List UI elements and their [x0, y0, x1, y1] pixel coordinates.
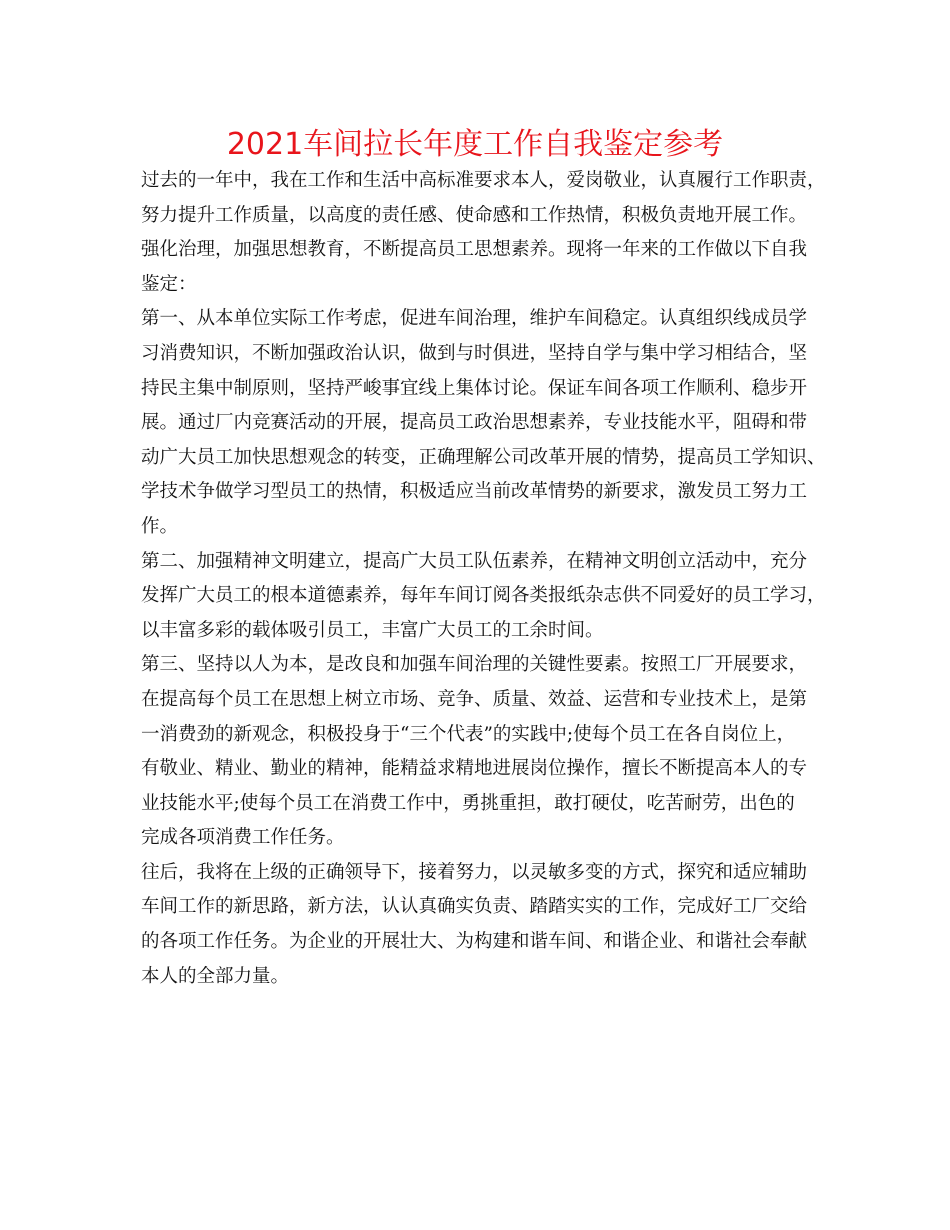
paragraph-first: [141, 302, 826, 544]
text-line: 作。: [141, 515, 179, 537]
text-line: 强化治理，加强思想教育，不断提高员工思想素养。现将一年来的工作做以下自我: [141, 239, 808, 261]
text-line: 鉴定：: [141, 273, 197, 295]
text-line: 以丰富多彩的载体吸引员工，丰富广大员工的工余时间。: [141, 619, 604, 641]
text-line: 努力提升工作质量，以高度的责任感、使命感和工作热情，积极负责地开展工作。: [141, 204, 808, 226]
text-line: 一消费劲的新观念，积极投身于“三个代表”的实践中;使每个员工在各自岗位上，: [141, 723, 796, 745]
text-line: 发挥广大员工的根本道德素养，每年车间订阅各类报纸杂志供不同爱好的员工学习，: [141, 585, 826, 607]
text-line: 的各项工作任务。为企业的开展壮大、为构建和谐车间、和谐企业、和谐社会奉献: [141, 931, 808, 953]
text-line: 持民主集中制原则，坚持严峻事宜线上集体讨论。保证车间各项工作顺利、稳步开: [141, 377, 808, 399]
paragraph-intro: [141, 164, 826, 302]
text-line: 业技能水平;使每个员工在消费工作中，勇挑重担，敢打硬仗，吃苦耐劳，出色的: [141, 792, 795, 814]
text-line: 动广大员工加快思想观念的转变，正确理解公司改革开展的情势，提高员工学知识、: [141, 446, 826, 468]
text-line: 本人的全部力量。: [141, 965, 290, 987]
document-title: 2021车间拉长年度工作自我鉴定参考: [226, 127, 724, 162]
text-line: 展。通过厂内竞赛活动的开展，提高员工政治思想素养，专业技能水平，阻碍和带: [141, 412, 808, 434]
text-line: 习消费知识，不断加强政治认识，做到与时俱进，坚持自学与集中学习相结合，坚: [141, 342, 808, 364]
paragraph-second: [141, 545, 826, 649]
paragraph-closing: [141, 856, 813, 994]
document-body: [141, 164, 826, 994]
text-line: 学技术争做学习型员工的热情，积极适应当前改革情势的新要求，激发员工努力工: [141, 481, 808, 503]
text-line: 第三、坚持以人为本，是改良和加强车间治理的关键性要素。按照工厂开展要求，: [141, 654, 808, 676]
paragraph-third: [141, 648, 813, 856]
text-line: 第一、从本单位实际工作考虑，促进车间治理，维护车间稳定。认真组织线成员学: [141, 308, 808, 330]
text-line: 往后，我将在上级的正确领导下，接着努力，以灵敏多变的方式，探究和适应辅助: [141, 861, 808, 883]
text-line: 第二、加强精神文明建立，提高广大员工队伍素养，在精神文明创立活动中，充分: [141, 550, 808, 572]
text-line: 在提高每个员工在思想上树立市场、竞争、质量、效益、运营和专业技术上，是第: [141, 688, 808, 710]
text-line: 车间工作的新思路，新方法，认认真确实负责、踏踏实实的工作，完成好工厂交给: [141, 896, 808, 918]
text-line: 过去的一年中，我在工作和生活中高标准要求本人，爱岗敬业，认真履行工作职责，: [141, 170, 826, 191]
text-line: 完成各项消费工作任务。: [141, 827, 345, 849]
text-line: 有敬业、精业、勤业的精神，能精益求精地进展岗位操作，擅长不断提高本人的专: [141, 758, 808, 780]
